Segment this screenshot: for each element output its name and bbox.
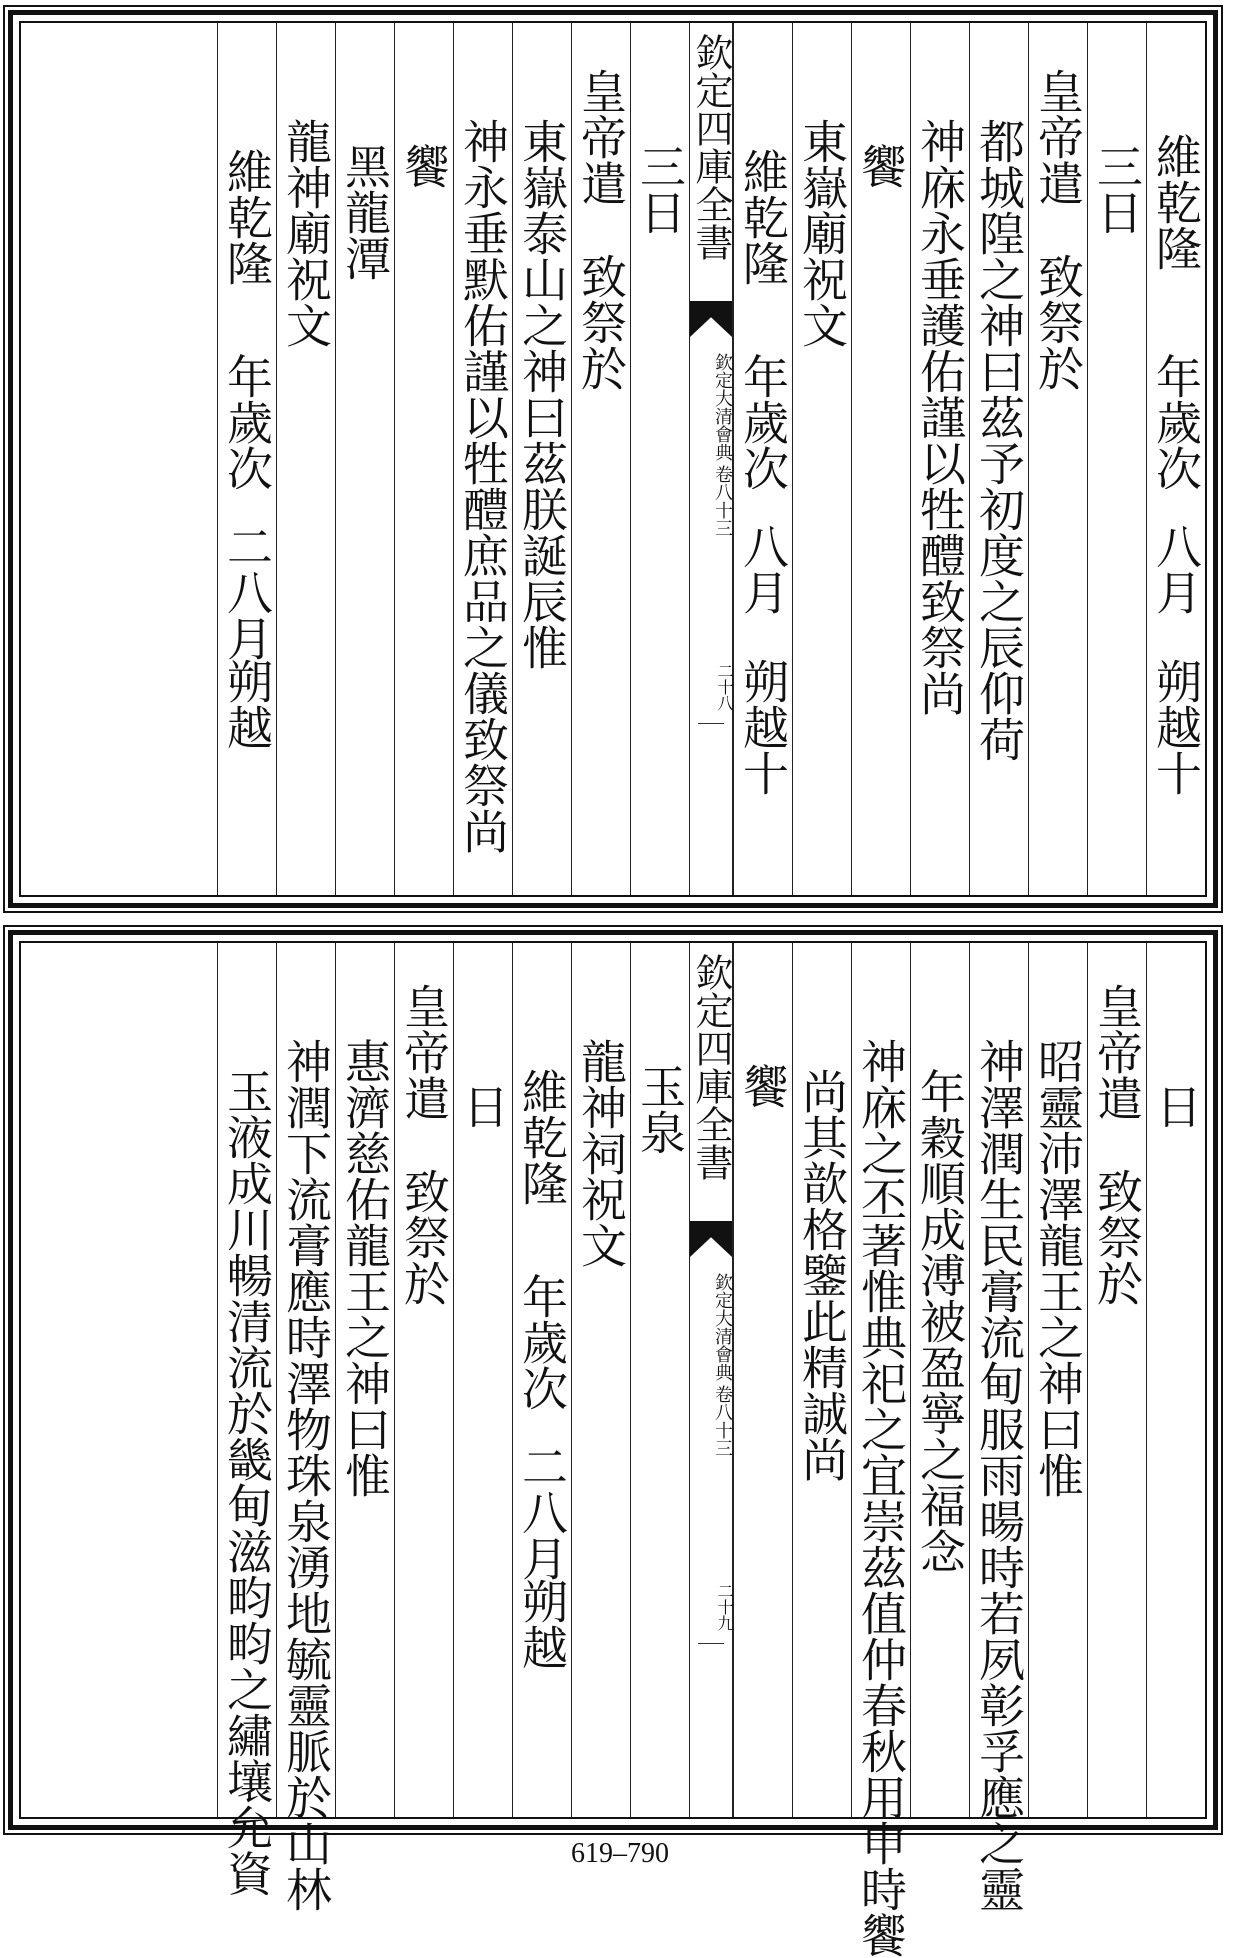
column-text: 八月 — [1149, 523, 1203, 615]
text-column — [1087, 943, 1146, 1817]
text-column — [792, 23, 851, 895]
text-column — [276, 23, 335, 895]
fishtail-mark — [690, 1221, 732, 1257]
center-subtitle-line: 欽定大清會典 — [712, 353, 733, 461]
column-text: 饗 — [397, 143, 451, 189]
column-text: 神庥之丕著惟典祀之宜崇茲值仲春秋用申時饗 — [854, 1038, 908, 1958]
page-footer-number: 619–790 — [571, 1838, 669, 1869]
column-text: 皇帝遣 — [574, 68, 628, 206]
center-gutter — [689, 943, 733, 1817]
column-text: 年歲次 — [515, 1273, 569, 1411]
column-text: 二八月 — [515, 1443, 569, 1581]
top-page-text-block — [19, 21, 1207, 897]
column-text: 玉液成川暢清流於畿甸滋畇畇之繡壤允資 — [220, 1068, 274, 1896]
column-text: 年歲次 — [1149, 353, 1203, 491]
column-text: 日 — [456, 1083, 510, 1129]
column-text: 致祭於 — [1031, 253, 1085, 391]
text-column — [851, 943, 910, 1958]
text-column — [733, 943, 792, 1817]
text-column — [1028, 23, 1087, 895]
column-text: 三日 — [1090, 143, 1144, 235]
column-text: 神澤潤生民膏流甸服雨暘時若夙彰孚應之靈 — [972, 1038, 1026, 1912]
column-text: 龍神祠祝文 — [574, 1038, 628, 1268]
column-text: 致祭於 — [397, 1168, 451, 1306]
text-column — [733, 23, 792, 895]
text-column — [630, 23, 689, 895]
center-subtitle — [690, 353, 732, 537]
center-subtitle — [690, 1273, 732, 1457]
column-text: 朔越十 — [1149, 658, 1203, 796]
column-text: 都城隍之神曰茲予初度之辰仰荷 — [972, 118, 1026, 762]
column-text: 年穀順成溥被盈寧之福念 — [913, 1068, 967, 1574]
leaf-number: 二十九 — [715, 1583, 734, 1631]
text-column — [512, 23, 571, 895]
column-text: 維乾隆 — [1149, 133, 1203, 271]
text-column — [335, 943, 394, 1817]
column-text: 饗 — [854, 143, 908, 189]
column-text: 維乾隆 — [736, 148, 790, 286]
column-text: 神潤下流膏應時澤物珠泉湧地毓靈脈於山林 — [279, 1038, 333, 1912]
column-text: 年歲次 — [220, 353, 274, 491]
column-text: 年歲次 — [736, 353, 790, 491]
text-column — [394, 943, 453, 1817]
fishtail-mark — [690, 301, 732, 337]
text-column — [969, 23, 1028, 895]
column-text: 朔越 — [220, 658, 274, 750]
column-text: 皇帝遣 — [1090, 983, 1144, 1121]
column-text: 日 — [1149, 1083, 1203, 1129]
center-subtitle-line: 卷八十三 — [712, 465, 733, 537]
column-text: 維乾隆 — [220, 148, 274, 286]
text-column — [453, 23, 512, 895]
column-text: 饗 — [736, 1063, 790, 1109]
column-text: 東嶽泰山之神曰茲朕誕辰惟 — [515, 118, 569, 670]
column-text: 皇帝遣 — [1031, 68, 1085, 206]
text-column — [1146, 943, 1205, 1817]
column-text: 昭靈沛澤龍王之神曰惟 — [1031, 1038, 1085, 1498]
text-column — [217, 23, 276, 895]
text-column — [792, 943, 851, 1817]
text-column — [276, 943, 335, 1912]
text-column — [910, 23, 969, 895]
leaf-number: 二十八 — [715, 663, 734, 711]
column-text: 龍神廟祝文 — [279, 118, 333, 348]
text-column — [571, 943, 630, 1817]
center-subtitle-line: 卷八十三 — [712, 1385, 733, 1457]
column-text: 二八月 — [220, 523, 274, 661]
text-column — [217, 943, 276, 1896]
column-text: 八月 — [736, 523, 790, 615]
text-column — [394, 23, 453, 895]
top-page — [8, 10, 1218, 908]
column-text: 神庥永垂護佑謹以牲醴致祭尚 — [913, 118, 967, 716]
column-text: 三日 — [633, 143, 687, 235]
center-title: 欽定四庫全書 — [689, 953, 733, 1181]
center-subtitle-line: 欽定大清會典 — [712, 1273, 733, 1381]
text-column — [910, 943, 969, 1817]
column-text: 尚其歆格鑒此精誠尚 — [795, 1068, 849, 1482]
text-column — [453, 943, 512, 1817]
column-text: 玉泉 — [633, 1063, 687, 1155]
text-column — [512, 943, 571, 1817]
column-text: 朔越十 — [736, 658, 790, 796]
center-gutter — [689, 23, 733, 895]
text-column — [851, 23, 910, 895]
center-title: 欽定四庫全書 — [689, 33, 733, 261]
text-column — [1028, 943, 1087, 1817]
text-column — [335, 23, 394, 895]
column-text: 朔越 — [515, 1578, 569, 1670]
column-text: 致祭於 — [1090, 1168, 1144, 1306]
text-column — [1146, 23, 1205, 895]
column-text: 維乾隆 — [515, 1068, 569, 1206]
column-text: 惠濟慈佑龍王之神曰惟 — [338, 1038, 392, 1498]
text-column — [630, 943, 689, 1817]
column-text: 致祭於 — [574, 253, 628, 391]
column-text: 神永垂默佑謹以牲醴庶品之儀致祭尚 — [456, 118, 510, 854]
column-text: 東嶽廟祝文 — [795, 118, 849, 348]
text-column — [969, 943, 1028, 1912]
column-text: 黑龍潭 — [338, 143, 392, 281]
text-column — [571, 23, 630, 895]
text-column — [1087, 23, 1146, 895]
column-text: 皇帝遣 — [397, 983, 451, 1121]
